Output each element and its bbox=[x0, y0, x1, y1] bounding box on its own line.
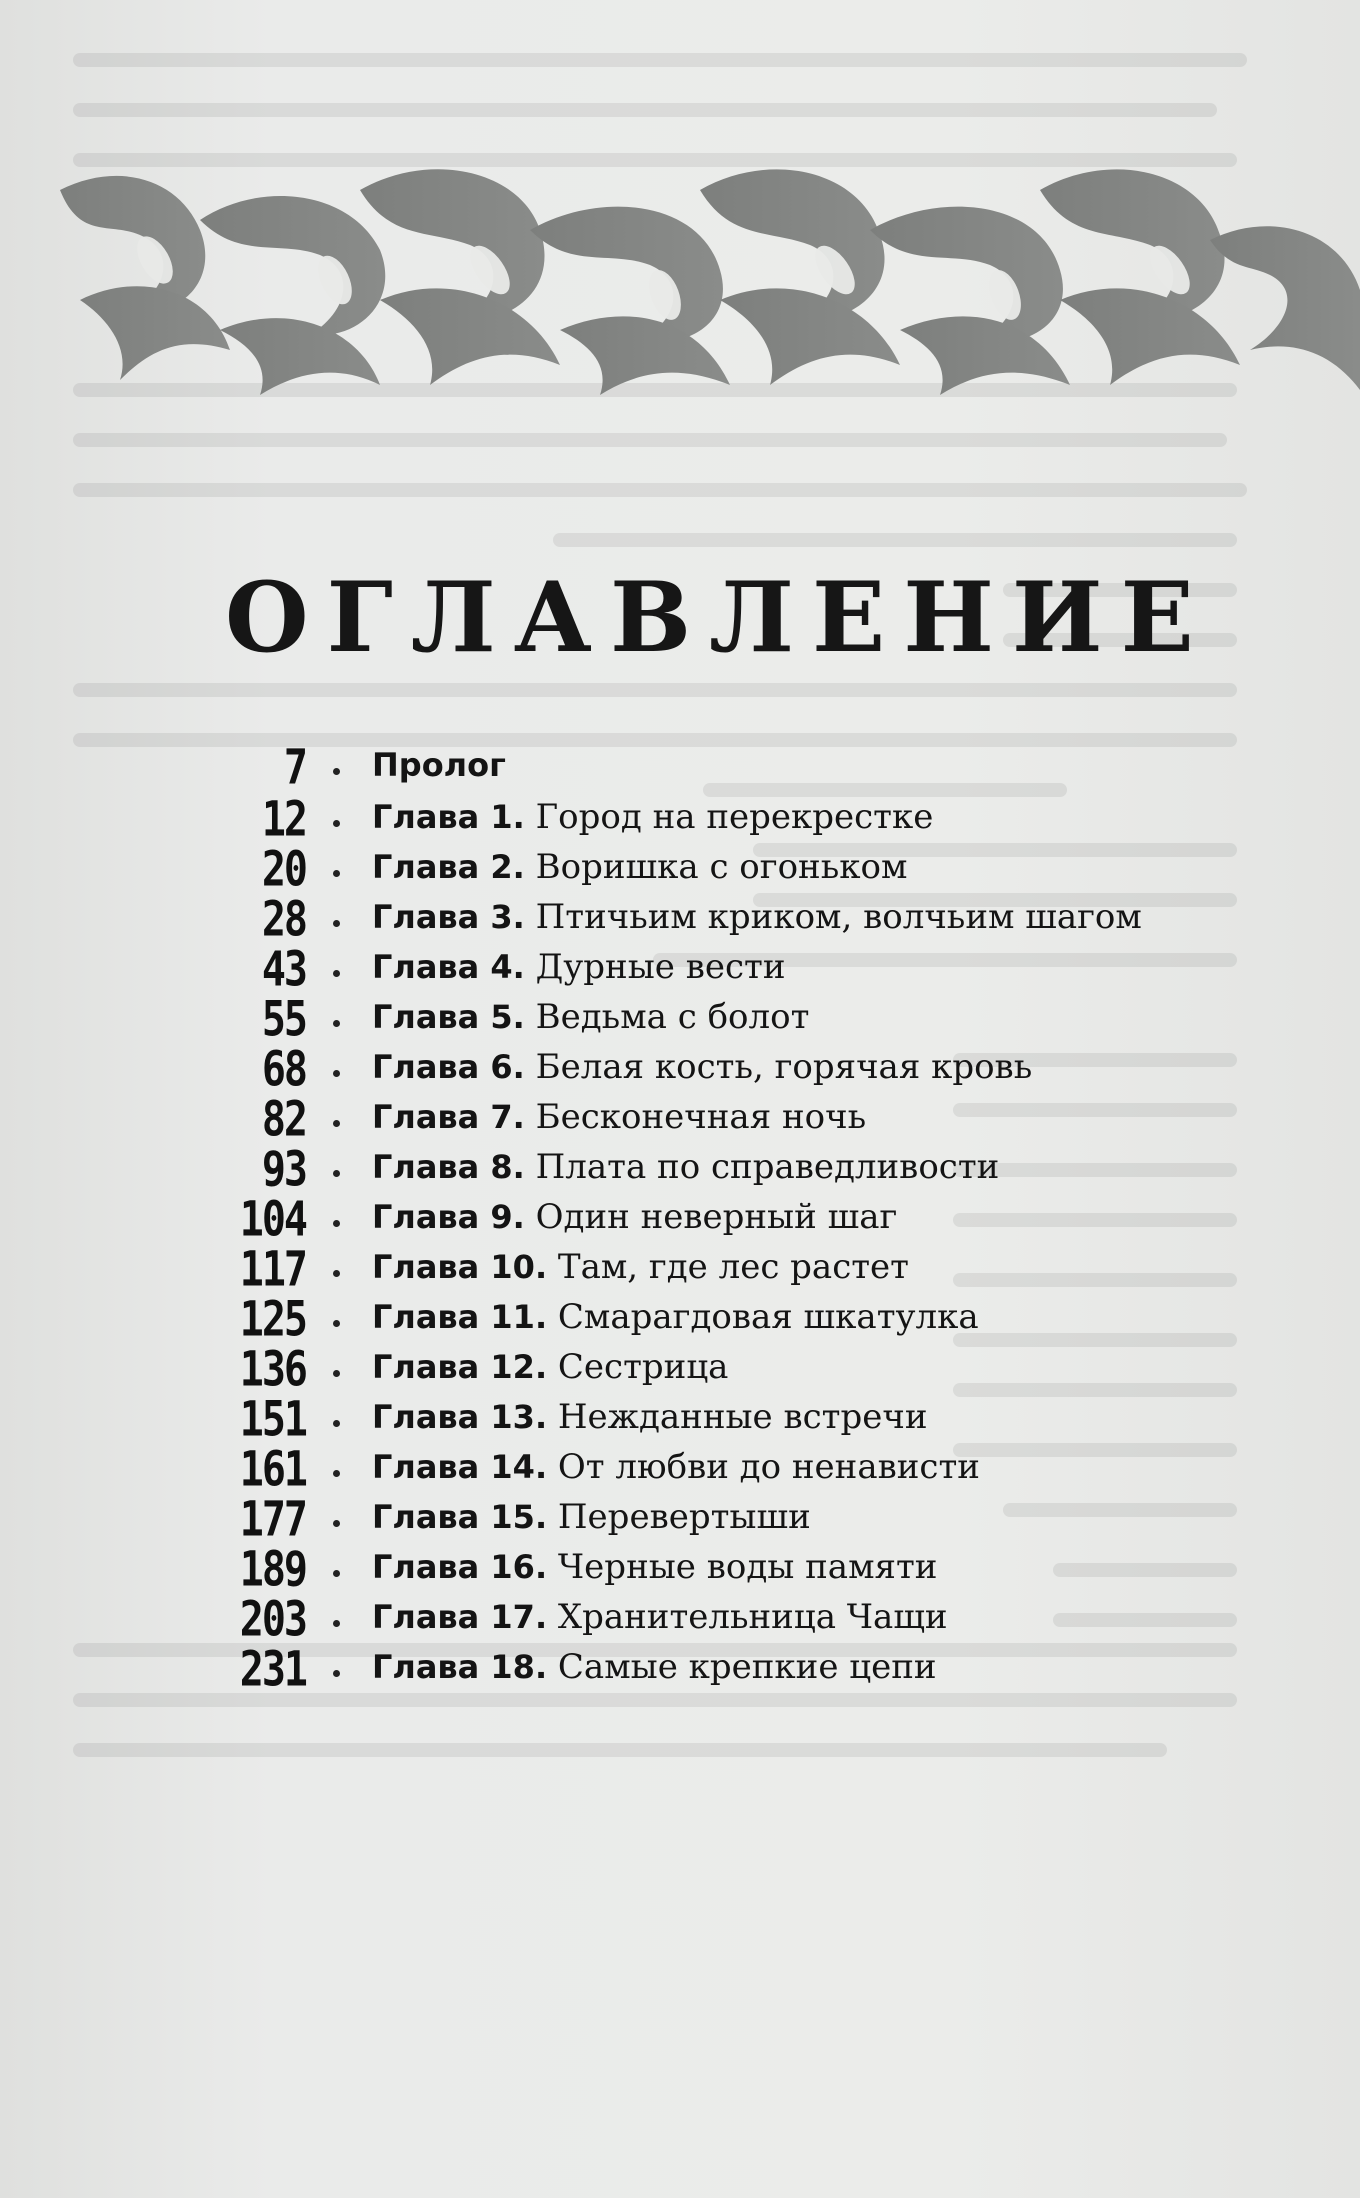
bullet-dot-icon bbox=[333, 1220, 340, 1227]
toc-chapter-title: Город на перекрестке bbox=[535, 797, 934, 837]
toc-page-number: 55 bbox=[261, 992, 306, 1048]
bullet-dot-icon bbox=[333, 768, 340, 775]
bullet-dot-icon bbox=[333, 1370, 340, 1377]
bullet-dot-icon bbox=[333, 920, 340, 927]
bullet-dot-icon bbox=[333, 1670, 340, 1677]
toc-chapter-title: Один неверный шаг bbox=[535, 1197, 898, 1237]
toc-chapter-label: Глава 10. bbox=[372, 1248, 548, 1286]
toc-chapter-label: Глава 7. bbox=[372, 1098, 525, 1136]
toc-chapter bbox=[372, 947, 785, 987]
toc-chapter-label: Глава 9. bbox=[372, 1198, 525, 1236]
toc-chapter-title: Ведьма с болот bbox=[535, 997, 810, 1037]
toc-chapter-label: Глава 8. bbox=[372, 1148, 525, 1186]
toc-page-number: 68 bbox=[261, 1042, 306, 1098]
toc-chapter-title: Бесконечная ночь bbox=[535, 1097, 867, 1137]
floral-ornament bbox=[60, 150, 1360, 400]
toc-chapter-label: Глава 14. bbox=[372, 1448, 548, 1486]
toc-page-number: 12 bbox=[261, 792, 306, 848]
toc-chapter-title: Смарагдовая шкатулка bbox=[557, 1297, 979, 1337]
toc-chapter-title: От любви до ненависти bbox=[557, 1447, 980, 1487]
toc-chapter bbox=[372, 1447, 980, 1487]
bullet-dot-icon bbox=[333, 1120, 340, 1127]
toc-chapter bbox=[372, 745, 506, 785]
toc-chapter-title: Там, где лес растет bbox=[557, 1247, 909, 1287]
toc-page-number: 161 bbox=[239, 1442, 306, 1498]
toc-entry bbox=[0, 740, 1360, 805]
toc-chapter-title: Белая кость, горячая кровь bbox=[535, 1047, 1033, 1087]
toc-chapter-label: Глава 13. bbox=[372, 1398, 548, 1436]
bullet-dot-icon bbox=[333, 1020, 340, 1027]
toc-chapter-label: Глава 6. bbox=[372, 1048, 525, 1086]
bullet-dot-icon bbox=[333, 1620, 340, 1627]
toc-chapter bbox=[372, 797, 933, 837]
toc-chapter bbox=[372, 897, 1142, 937]
toc-chapter-title: Сестрица bbox=[557, 1347, 729, 1387]
toc-chapter bbox=[372, 1247, 909, 1287]
toc-chapter-title: Плата по справедливости bbox=[535, 1147, 1000, 1187]
toc-chapter bbox=[372, 847, 907, 887]
toc-chapter-label: Глава 5. bbox=[372, 998, 525, 1036]
toc-chapter-label: Глава 17. bbox=[372, 1598, 548, 1636]
toc-page-number: 177 bbox=[239, 1492, 306, 1548]
toc-chapter-title: Перевертыши bbox=[557, 1497, 811, 1537]
toc-chapter bbox=[372, 1597, 948, 1637]
bullet-dot-icon bbox=[333, 820, 340, 827]
toc-chapter-title: Черные воды памяти bbox=[557, 1547, 938, 1587]
toc-page-number: 117 bbox=[239, 1242, 306, 1298]
bullet-dot-icon bbox=[333, 1270, 340, 1277]
toc-page-number: 43 bbox=[261, 942, 306, 998]
toc-chapter-title: Дурные вести bbox=[535, 947, 786, 987]
toc-chapter-label: Глава 12. bbox=[372, 1348, 548, 1386]
toc-chapter bbox=[372, 1647, 937, 1687]
toc-chapter-label: Глава 3. bbox=[372, 898, 525, 936]
toc-page-number: 231 bbox=[239, 1642, 306, 1698]
toc-chapter-label: Глава 4. bbox=[372, 948, 525, 986]
toc-chapter-label: Глава 1. bbox=[372, 798, 525, 836]
toc-chapter-title: Воришка с огоньком bbox=[535, 847, 908, 887]
bullet-dot-icon bbox=[333, 1070, 340, 1077]
toc-page-number: 93 bbox=[261, 1142, 306, 1198]
toc-page-number: 136 bbox=[239, 1342, 306, 1398]
toc-page-number: 104 bbox=[239, 1192, 306, 1248]
toc-page-number: 7 bbox=[283, 740, 306, 796]
toc-entry bbox=[0, 1642, 1360, 1707]
toc-page-number: 20 bbox=[261, 842, 306, 898]
bullet-dot-icon bbox=[333, 1170, 340, 1177]
bullet-dot-icon bbox=[333, 1520, 340, 1527]
toc-chapter bbox=[372, 1147, 999, 1187]
toc-chapter bbox=[372, 1497, 811, 1537]
toc-chapter-label: Глава 18. bbox=[372, 1648, 548, 1686]
bullet-dot-icon bbox=[333, 970, 340, 977]
toc-page-number: 151 bbox=[239, 1392, 306, 1448]
toc-chapter bbox=[372, 997, 809, 1037]
bullet-dot-icon bbox=[333, 1320, 340, 1327]
toc-page-number: 28 bbox=[261, 892, 306, 948]
toc-chapter-label: Глава 2. bbox=[372, 848, 525, 886]
bullet-dot-icon bbox=[333, 1470, 340, 1477]
toc-chapter bbox=[372, 1397, 928, 1437]
toc-chapter bbox=[372, 1097, 866, 1137]
toc-page-number: 203 bbox=[239, 1592, 306, 1648]
toc-chapter-label: Пролог bbox=[372, 746, 506, 784]
toc-chapter-label: Глава 16. bbox=[372, 1548, 548, 1586]
toc-chapter-label: Глава 11. bbox=[372, 1298, 548, 1336]
page-title: ОГЛАВЛЕНИЕ bbox=[225, 561, 1212, 674]
toc-page-number: 125 bbox=[239, 1292, 306, 1348]
bullet-dot-icon bbox=[333, 1570, 340, 1577]
toc-chapter bbox=[372, 1297, 979, 1337]
toc-chapter bbox=[372, 1547, 937, 1587]
toc-chapter bbox=[372, 1197, 897, 1237]
bullet-dot-icon bbox=[333, 1420, 340, 1427]
toc-chapter-title: Самые крепкие цепи bbox=[557, 1647, 937, 1687]
toc-chapter bbox=[372, 1047, 1032, 1087]
toc-page-number: 189 bbox=[239, 1542, 306, 1598]
toc-chapter-label: Глава 15. bbox=[372, 1498, 548, 1536]
toc-page-number: 82 bbox=[261, 1092, 306, 1148]
toc-chapter-title: Хранительница Чащи bbox=[557, 1597, 948, 1637]
toc-chapter-title: Нежданные встречи bbox=[557, 1397, 928, 1437]
bullet-dot-icon bbox=[333, 870, 340, 877]
toc-chapter bbox=[372, 1347, 728, 1387]
toc-chapter-title: Птичьим криком, волчьим шагом bbox=[535, 897, 1142, 937]
